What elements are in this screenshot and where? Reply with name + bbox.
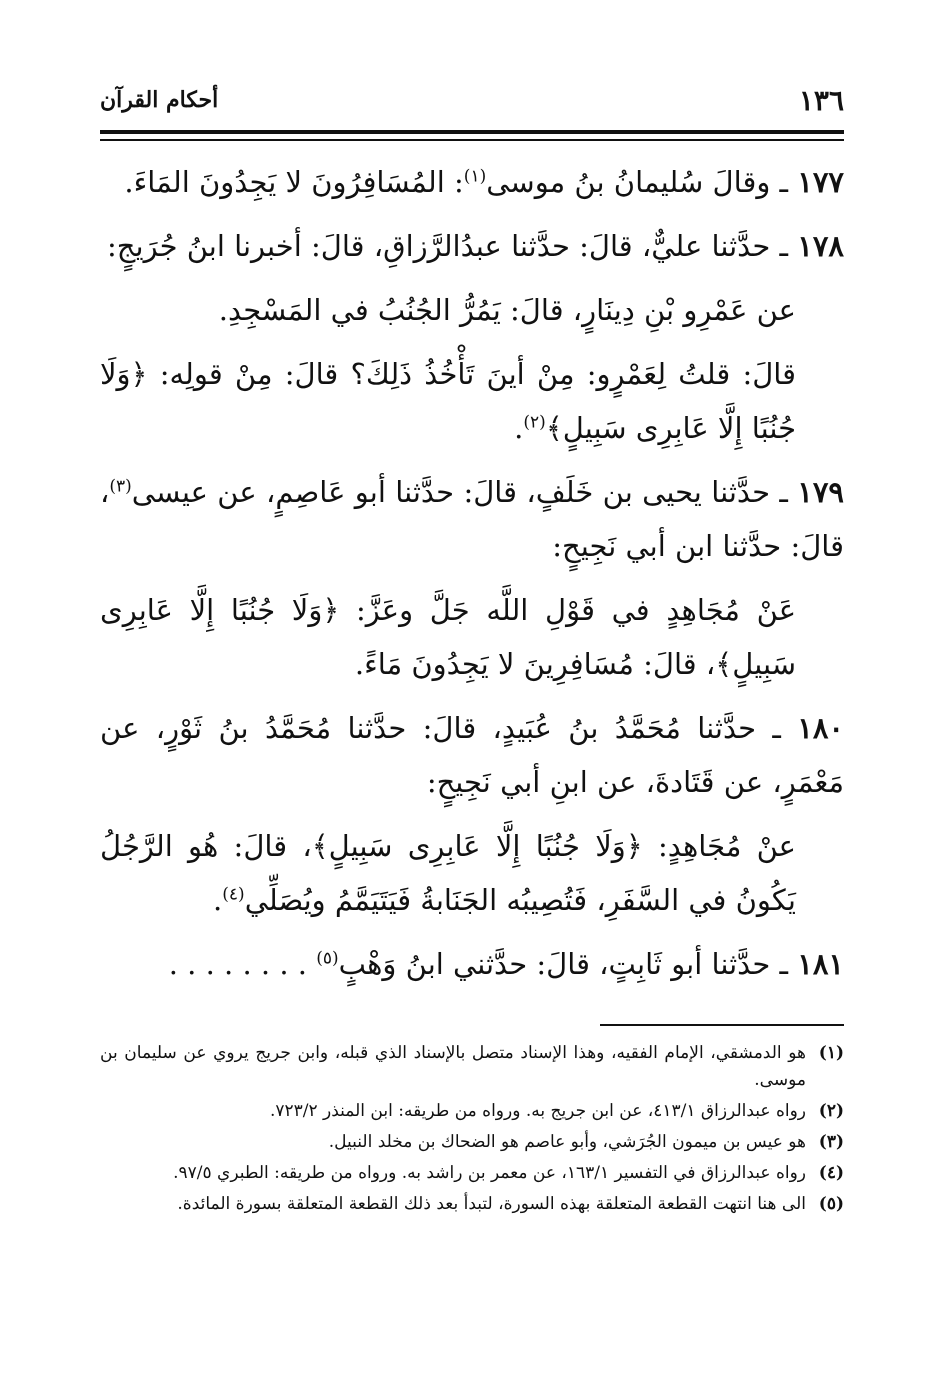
footnote-ref[interactable]: (٤)	[222, 884, 245, 905]
footnote-4	[100, 1160, 844, 1187]
footnote-ref[interactable]: (١)	[463, 166, 487, 187]
narration-number: ١٧٧	[797, 165, 844, 199]
footnote-text: هو الدمشقي، الإمام الفقيه، وهذا الإسناد متصل بالإسناد الذي قبله، وابن جريج يروي عن سليمان بن موسى.	[100, 1043, 806, 1090]
narration-179-matn	[100, 583, 844, 691]
footnotes	[100, 1040, 844, 1222]
narration-number: ١٨١	[797, 947, 844, 981]
narration-number: ١٧٨	[797, 229, 844, 263]
footnote-ref[interactable]: (٥)	[316, 948, 339, 969]
footnote-text: هو عيس بن ميمون الجُرَشي، وأبو عاصم هو الضحاك بن مخلد النبيل.	[328, 1132, 806, 1152]
narration-text: قالَ: قلتُ لِعَمْرٍو: مِنْ أينَ تَأْخُذُ ذَلِكَ؟ قالَ: مِنْ قولِه: ﴿وَلَا جُنُبًا إِلَّا عَابِرِى سَبِيلٍ﴾	[100, 357, 796, 445]
narration-number: ١٨٠	[797, 711, 844, 745]
narration-178-dialogue	[100, 347, 844, 455]
footnote-5	[100, 1191, 844, 1218]
narration-180-matn	[100, 819, 844, 927]
running-title: أحكام القرآن	[100, 87, 219, 113]
narration-text: ـ حدَّثنا يحيى بن خَلَفٍ، قالَ: حدَّثنا أبو عَاصِمٍ، عن عيسى	[131, 475, 798, 509]
footnote-text: رواه عبدالرزاق ٤١٣/١، عن ابن جريج به. ورواه من طريقه: ابن المنذر ٧٢٣/٢.	[269, 1101, 806, 1121]
narration-text-cont: : المُسَافِرُونَ لا يَجِدُونَ المَاءَ.	[124, 165, 464, 199]
narration-text: ـ حدَّثنا عليٌّ، قالَ: حدَّثنا عبدُالرَّزاقِ، قالَ: أخبرنا ابنُ جُرَيجٍ:	[107, 229, 798, 263]
page-number: ١٣٦	[798, 83, 844, 117]
footnote-mark: (٢)	[818, 1101, 844, 1121]
footnote-text: رواه عبدالرزاق في التفسير ١٦٣/١، عن معمر بن راشد به. ورواه من طريقه: الطبري ٩٧/٥.	[173, 1163, 806, 1183]
narration-text: عن عَمْرِو بْنِ دِينَارٍ، قالَ: يَمُرُّ الجُنُبُ في المَسْجِدِ.	[218, 293, 796, 327]
header-rule-thick	[100, 130, 844, 134]
narration-180	[100, 701, 844, 809]
narration-text-cont: ، قالَ: حدَّثنا ابن أبي نَجِيحٍ:	[100, 475, 844, 563]
main-text	[100, 155, 844, 1001]
footnote-3	[100, 1129, 844, 1156]
footnote-mark: (٥)	[818, 1194, 844, 1214]
narration-text-cont: .	[213, 883, 223, 917]
narration-179	[100, 465, 844, 573]
narration-text: ـ حدَّثنا مُحَمَّدُ بنُ عُبَيدٍ، قالَ: حدَّثنا مُحَمَّدُ بنُ ثَوْرٍ، عن مَعْمَرٍ، عن قَتَادةَ، عن ابنِ أبي نَجِيحٍ:	[100, 711, 844, 799]
narration-181	[100, 937, 844, 991]
footnote-mark: (١)	[818, 1043, 844, 1063]
narration-178	[100, 219, 844, 273]
narration-177	[100, 155, 844, 209]
narration-text: عَنْ مُجَاهِدٍ في قَوْلِ اللَّه جَلَّ وعَزَّ: ﴿وَلَا جُنُبًا إِلَّا عَابِرِى سَبِيلٍ﴾، قالَ: مُسَافِرِينَ لا يَجِدُونَ مَاءً.	[100, 593, 796, 681]
footnote-separator	[600, 1024, 844, 1026]
footnote-ref[interactable]: (٣)	[109, 476, 132, 497]
narration-text-cont: .	[514, 411, 524, 445]
narration-text: عنْ مُجَاهِدٍ: ﴿وَلَا جُنُبًا إِلَّا عَابِرِى سَبِيلٍ﴾، قالَ: هُو الرَّجُلُ يَكُونُ في السَّفَرِ، فَتُصِيبُه الجَنَابةُ فَيَتَيَمَّمُ ويُصَلِّي	[100, 829, 796, 917]
footnote-ref[interactable]: (٢)	[523, 412, 546, 433]
narration-text: ـ وقالَ سُليمانُ بنُ موسى	[486, 165, 798, 199]
header-rule-thin	[100, 139, 844, 141]
footnote-1	[100, 1040, 844, 1094]
footnote-2	[100, 1098, 844, 1125]
narration-number: ١٧٩	[797, 475, 845, 509]
footnote-mark: (٣)	[818, 1132, 844, 1152]
footnote-text: الى هنا انتهت القطعة المتعلقة بهذه السورة، لتبدأ بعد ذلك القطعة المتعلقة بسورة المائدة.	[177, 1194, 806, 1214]
narration-text-cont: . . . . . . . .	[168, 947, 317, 981]
narration-text: ـ حدَّثنا أبو ثَابِتٍ، قالَ: حدَّثني ابنُ وَهْبٍ	[338, 947, 798, 981]
narration-178-matn	[100, 283, 844, 337]
footnote-mark: (٤)	[818, 1163, 844, 1183]
page-header	[100, 82, 844, 118]
